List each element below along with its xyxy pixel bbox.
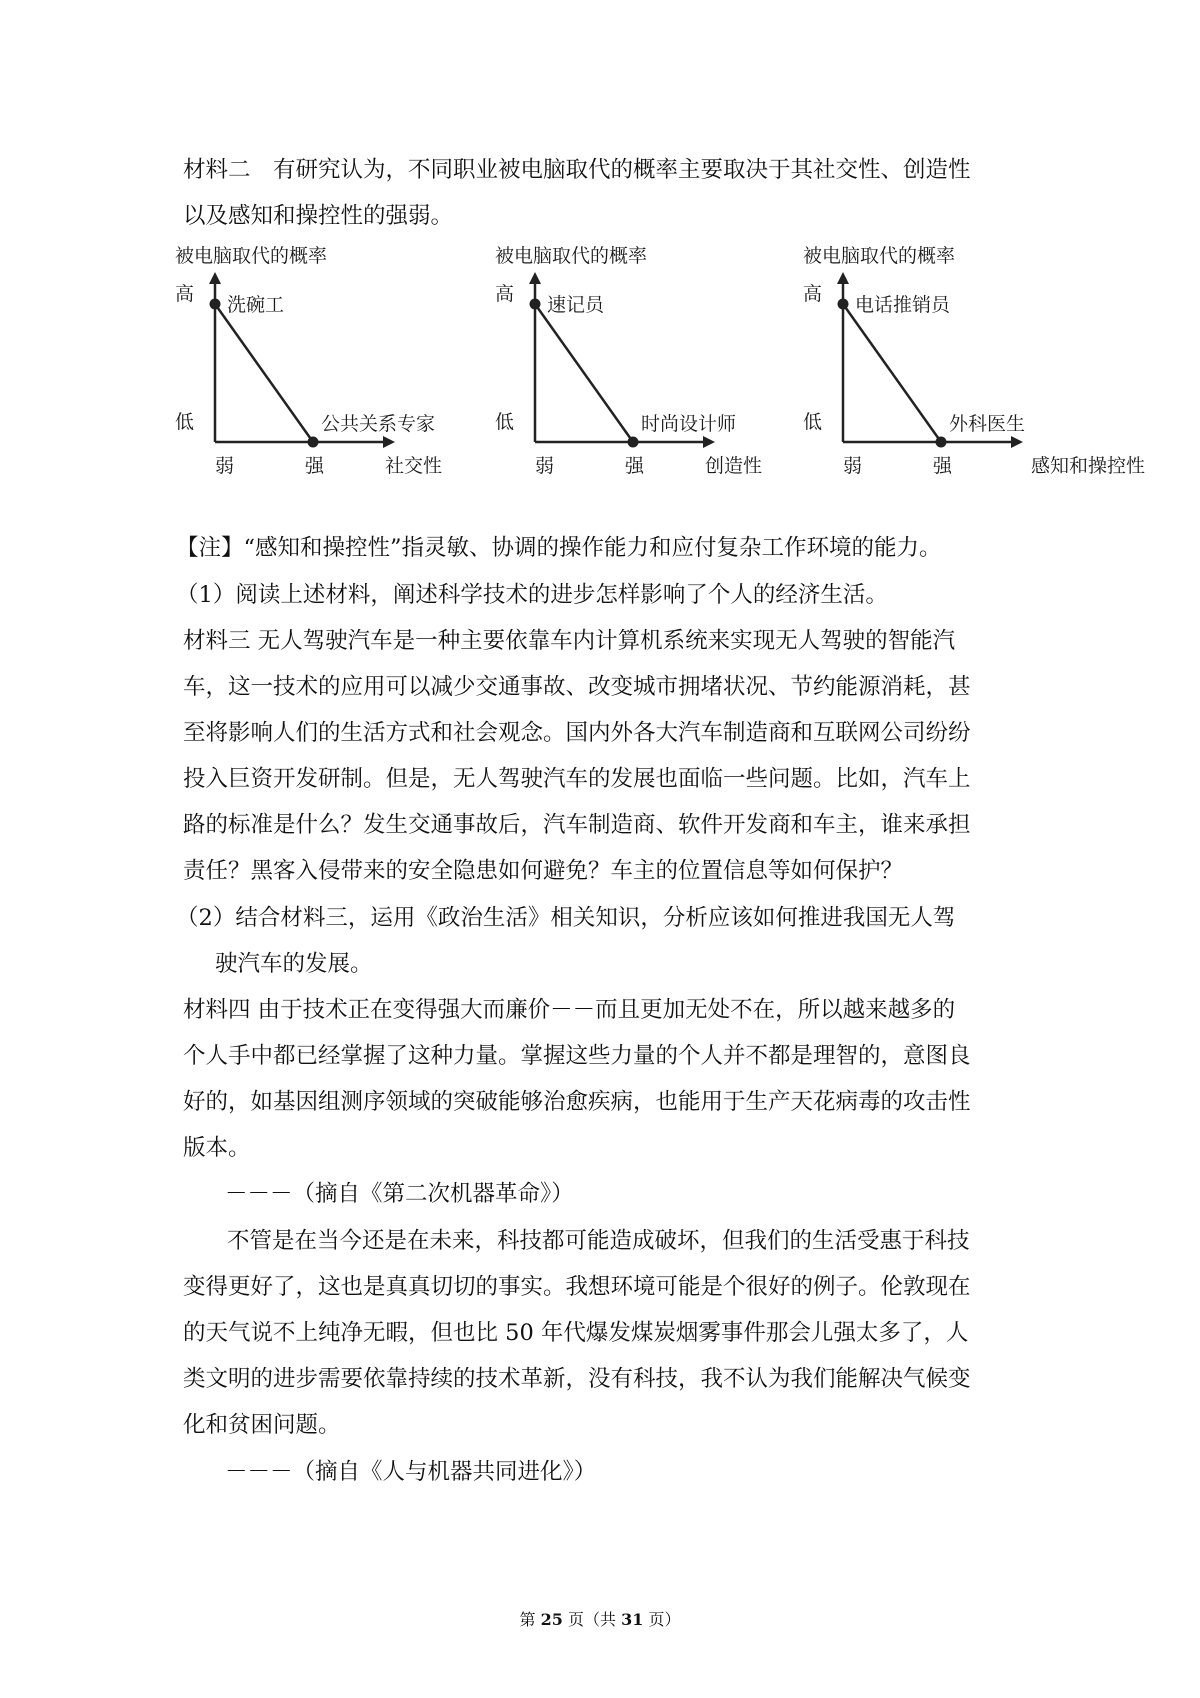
point-label: 电话推销员 [855, 294, 951, 316]
chart-svg [175, 245, 485, 500]
y-tick-label: 低 [803, 411, 823, 433]
material4-para2-line: 不管是在当今还是在未来，科技都可能造成破坏，但我们的生活受惠于科技 [227, 1228, 970, 1254]
footer-mid: 页（共 [567, 1610, 616, 1629]
material4-line: 版本。 [183, 1135, 251, 1161]
x-axis-arrow [383, 436, 395, 448]
chart-social [175, 245, 485, 504]
y-tick-label: 高 [495, 283, 515, 305]
point-label: 公共关系专家 [321, 413, 436, 435]
chart-svg [495, 245, 805, 500]
chart-perception [803, 245, 1146, 504]
chart-creativity [495, 245, 805, 504]
data-point [308, 437, 319, 448]
y-axis-title: 被电脑取代的概率 [495, 245, 648, 267]
material4-para2-line: 变得更好了，这也是真真切切的事实。我想环境可能是个很好的例子。伦敦现在 [183, 1274, 971, 1300]
material2-line2: 以及感知和操控性的强弱。 [183, 203, 454, 229]
material3-line: 材料三 无人驾驶汽车是一种主要依靠车内计算机系统来实现无人驾驶的智能汽 [183, 628, 956, 654]
y-axis-arrow [209, 272, 221, 284]
x-tick-label: 弱 [843, 455, 863, 477]
point-label: 外科医生 [949, 413, 1026, 435]
y-axis-title: 被电脑取代的概率 [175, 245, 328, 267]
x-axis-title: 创造性 [705, 455, 763, 477]
material3-line: 路的标准是什么？发生交通事故后，汽车制造商、软件开发商和车主，谁来承担 [183, 812, 971, 838]
material4-line: 好的，如基因组测序领域的突破能够治愈疾病，也能用于生产天花病毒的攻击性 [183, 1089, 971, 1115]
material4-para2-line: 的天气说不上纯净无暇，但也比 50 年代爆发煤炭烟雾事件那会儿强太多了，人 [183, 1320, 969, 1346]
x-axis-title: 社交性 [385, 455, 443, 477]
point-label: 洗碗工 [227, 294, 285, 316]
point-label: 时尚设计师 [641, 413, 737, 435]
material3-line: 至将影响人们的生活方式和社会观念。国内外各大汽车制造商和互联网公司纷纷 [183, 720, 971, 746]
material3-line: 投入巨资开发研制。但是，无人驾驶汽车的发展也面临一些问题。比如，汽车上 [183, 766, 971, 792]
question-2-line1: （2）结合材料三，运用《政治生活》相关知识，分析应该如何推进我国无人驾 [176, 905, 956, 931]
data-point [530, 299, 541, 310]
material4-source2: －－－（摘自《人与机器共同进化》） [225, 1459, 597, 1485]
material3-line: 责任？黑客入侵带来的安全隐患如何避免？车主的位置信息等如何保护？ [183, 858, 904, 884]
question-1: （1）阅读上述材料，阐述科学技术的进步怎样影响了个人的经济生活。 [176, 582, 888, 608]
y-axis-arrow [837, 272, 849, 284]
x-tick-label: 弱 [535, 455, 555, 477]
point-label: 速记员 [547, 294, 605, 316]
x-axis-arrow [703, 436, 715, 448]
page-footer [0, 1607, 1200, 1630]
data-point [628, 437, 639, 448]
material2-line1: 材料二 有研究认为，不同职业被电脑取代的概率主要取决于其社交性、创造性 [183, 157, 971, 183]
material3-line: 车，这一技术的应用可以减少交通事故、改变城市拥堵状况、节约能源消耗，甚 [183, 674, 971, 700]
data-point [838, 299, 849, 310]
x-tick-label: 强 [933, 455, 953, 477]
question-2-line2: 驶汽车的发展。 [215, 951, 373, 977]
y-tick-label: 高 [175, 283, 195, 305]
footer-suffix: 页） [648, 1610, 681, 1629]
y-axis-title: 被电脑取代的概率 [803, 245, 956, 267]
footer-total-pages: 31 [621, 1610, 644, 1629]
series-line [535, 304, 633, 442]
footer-page-number: 25 [540, 1610, 563, 1629]
material4-line: 个人手中都已经掌握了这种力量。掌握这些力量的个人并不都是理智的，意图良 [183, 1043, 971, 1069]
data-point [210, 299, 221, 310]
x-tick-label: 强 [625, 455, 645, 477]
material4-para2-line: 化和贫困问题。 [183, 1412, 341, 1438]
material4-line: 材料四 由于技术正在变得强大而廉价－－而且更加无处不在，所以越来越多的 [183, 997, 956, 1023]
series-line [215, 304, 313, 442]
footer-prefix: 第 [519, 1610, 536, 1629]
material4-para2-line: 类文明的进步需要依靠持续的技术革新，没有科技，我不认为我们能解决气候变 [183, 1366, 971, 1392]
y-tick-label: 低 [495, 411, 515, 433]
note: 【注】“感知和操控性”指灵敏、协调的操作能力和应付复杂工作环境的能力。 [176, 535, 942, 561]
y-axis-arrow [529, 272, 541, 284]
y-tick-label: 低 [175, 411, 195, 433]
chart-svg [803, 245, 1146, 500]
x-tick-label: 弱 [215, 455, 235, 477]
charts-row [175, 245, 1146, 515]
x-tick-label: 强 [305, 455, 325, 477]
material4-source1: －－－（摘自《第二次机器革命》） [225, 1181, 574, 1207]
y-tick-label: 高 [803, 283, 823, 305]
x-axis-title: 感知和操控性 [1031, 455, 1146, 477]
series-line [843, 304, 941, 442]
data-point [936, 437, 947, 448]
x-axis-arrow [1011, 436, 1023, 448]
